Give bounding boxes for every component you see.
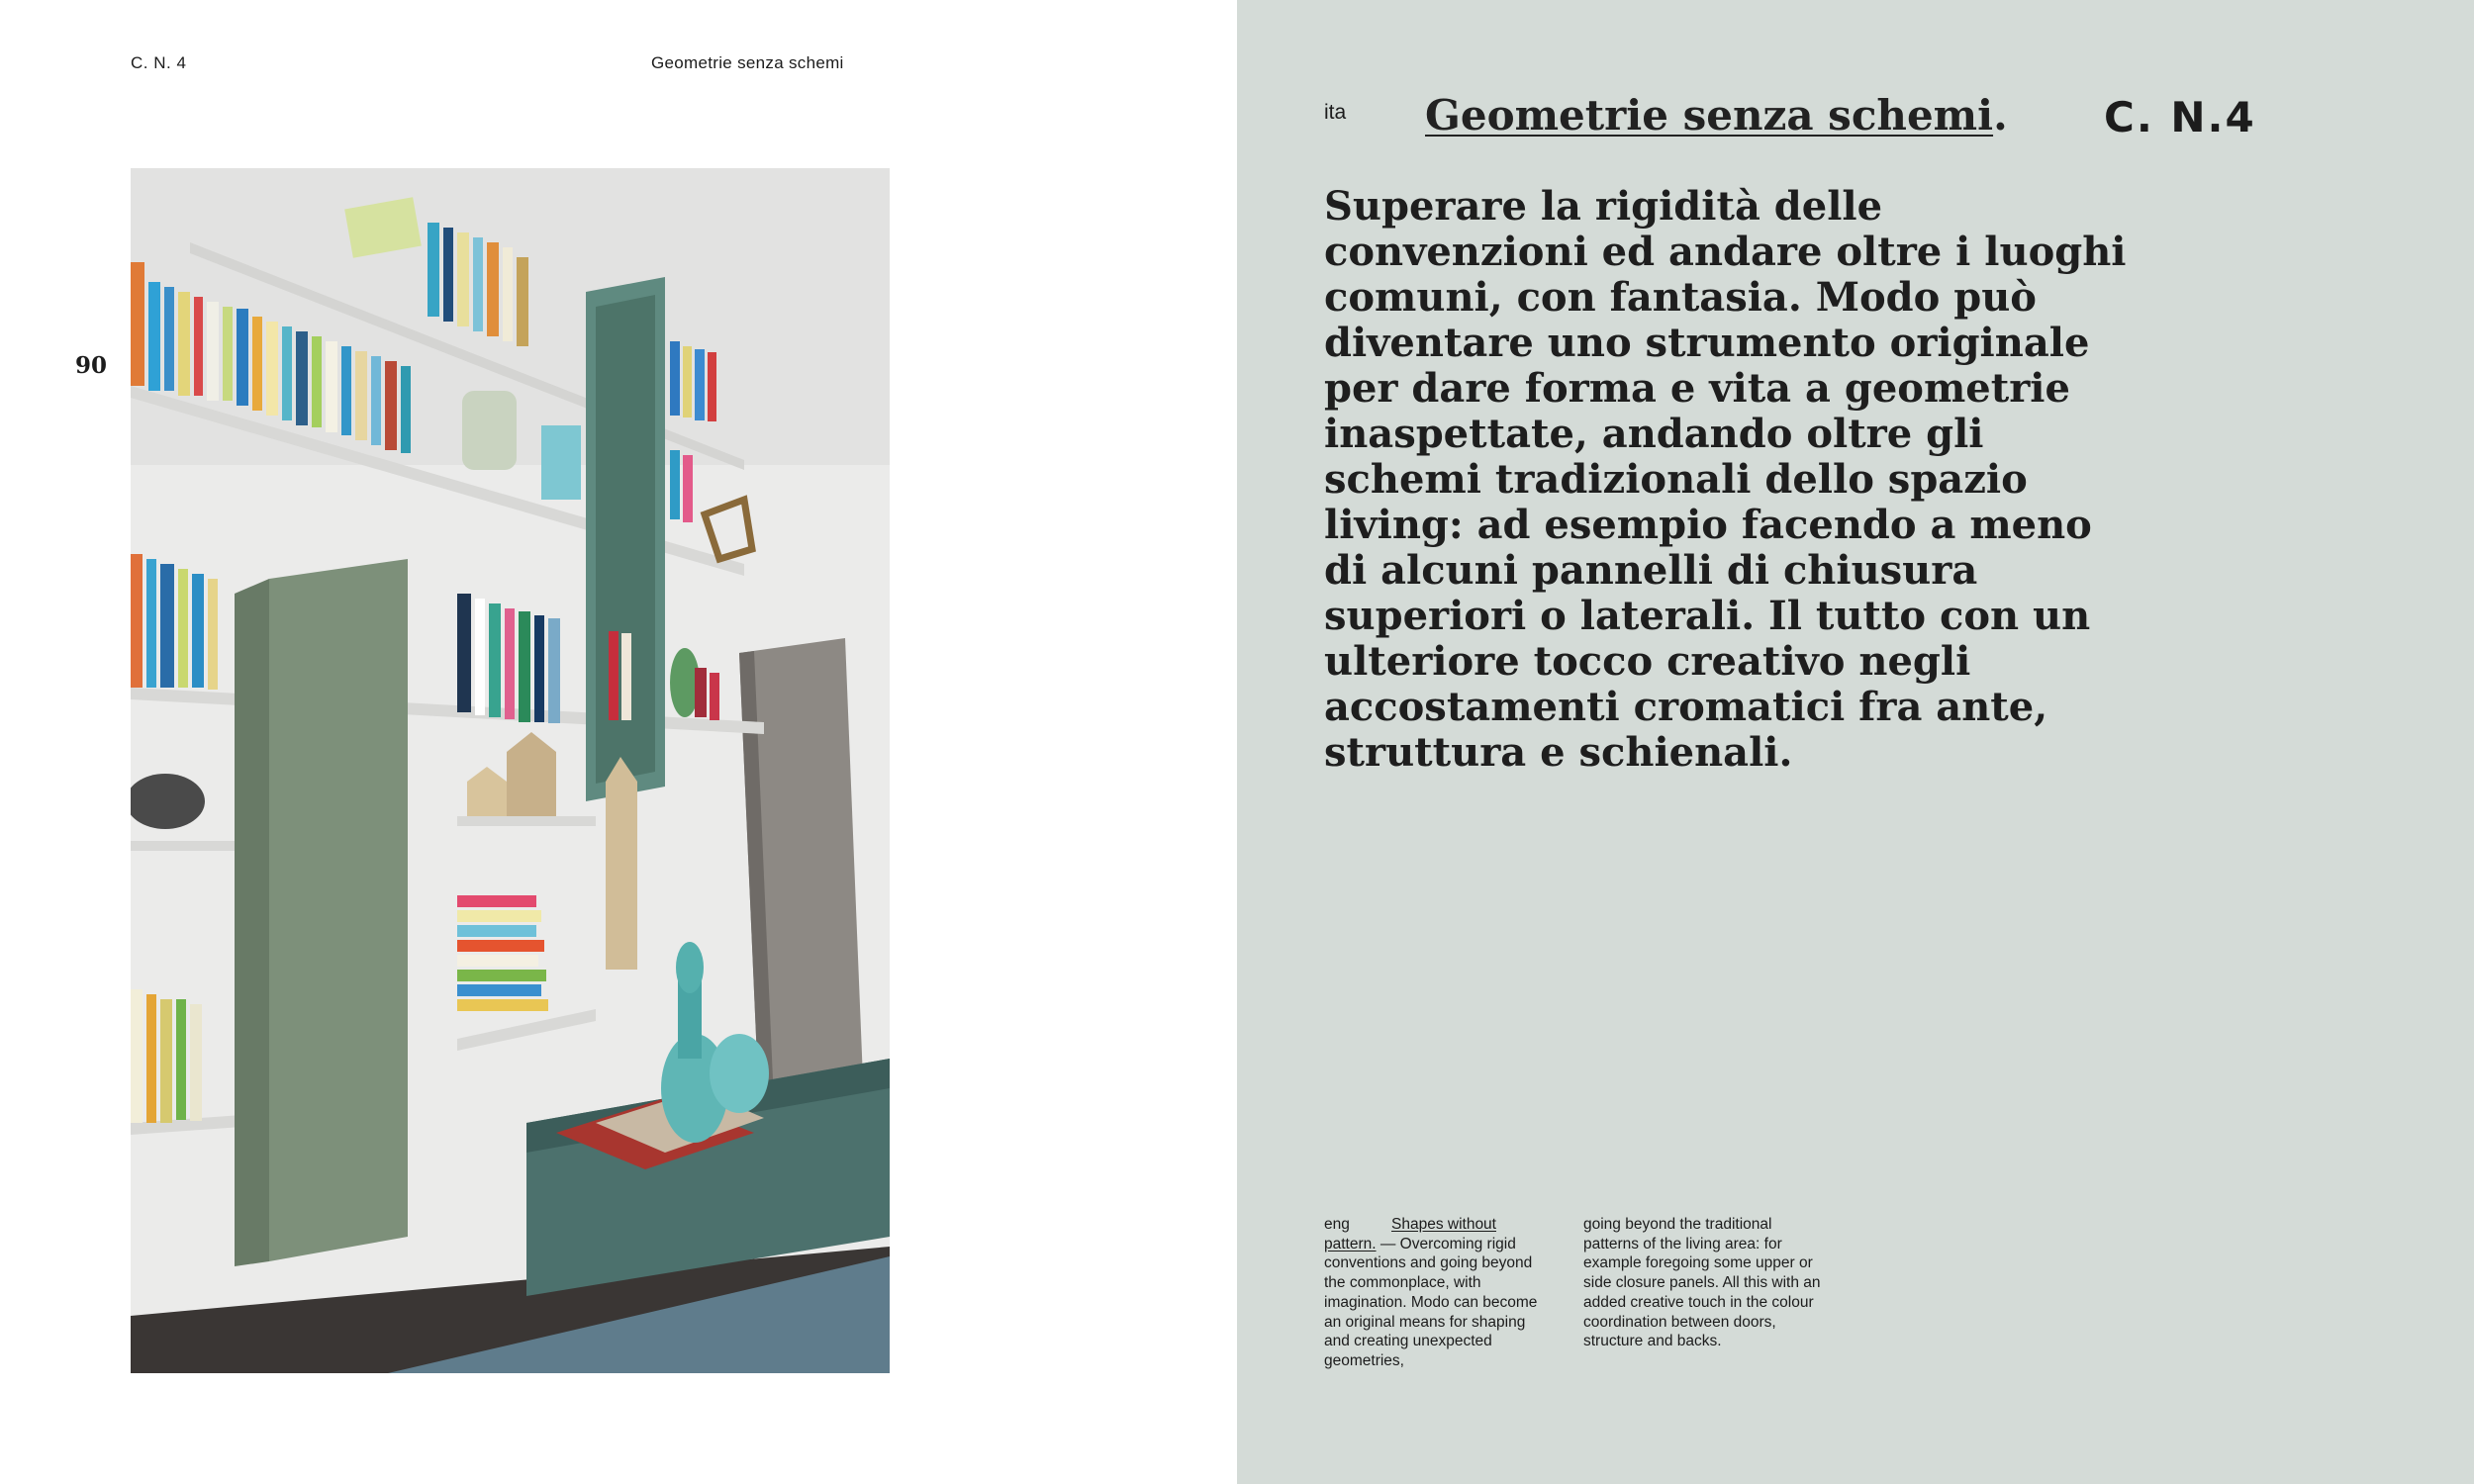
collection-code: C. N.4: [2104, 93, 2256, 141]
italian-body-text: Superare la rigidità delle convenzioni ed andare oltre i luoghi comuni, con fantasia. Modo può diventare uno strumento originale per dare forma e vita a geometrie inaspettate, andando oltre gli schemi tradizionali dello spazio living: ad esempio facendo a meno di alcuni pannelli di chiusura superiori o laterali. Il tutto con un ulteriore tocco creativo negli accostamenti cromatici fra ante, struttura e schienali.: [1324, 183, 2127, 776]
page-number: 90: [75, 352, 108, 379]
english-title: Shapes without pattern.: [1324, 1216, 1496, 1252]
bookshelf-photo: [131, 168, 890, 1373]
section-title-text: Geometrie senza schemi: [1425, 91, 1994, 139]
english-text-column-1: [1324, 1215, 1552, 1371]
english-text-column-2: going beyond the traditional patterns of the living area: for example foregoing some upper or side closure panels. All this with an added creative touch in the colour coordination between doors, structure and backs.: [1583, 1216, 1821, 1350]
english-text-part-1: — Overcoming rigid conventions and going beyond the commonplace, with imagination. Modo can become an original means for shaping and creating unexpected geometries,: [1324, 1235, 1538, 1369]
language-tag-ita: ita: [1324, 101, 1347, 124]
running-head-title: Geometrie senza schemi: [651, 53, 844, 72]
section-title-period: .: [1993, 91, 2008, 139]
section-title: [1425, 91, 2008, 139]
running-head-code: C. N. 4: [131, 53, 187, 72]
bookshelf-illustration: [131, 168, 890, 1373]
language-tag-eng: eng: [1324, 1216, 1350, 1233]
